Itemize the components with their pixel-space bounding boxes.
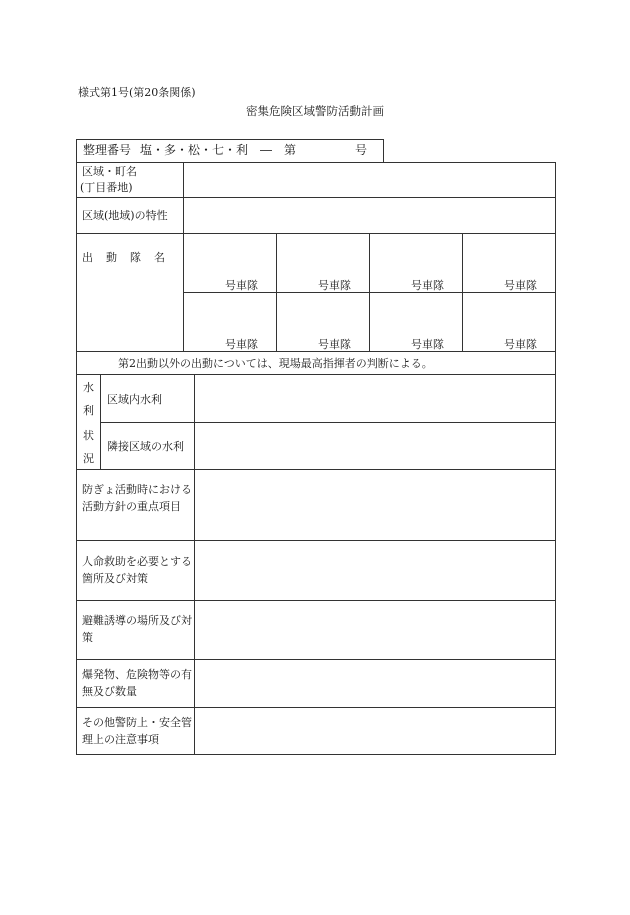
row-divider xyxy=(76,233,556,234)
characteristics-label: 区域(地域)の特性 xyxy=(82,209,168,222)
dispatch-label-char: 出 xyxy=(82,251,93,264)
page-title xyxy=(0,103,630,119)
row-divider xyxy=(100,422,556,423)
water-adjacent-label: 隣接区域の水利 xyxy=(107,440,184,453)
col-divider xyxy=(276,233,277,351)
water-label-char: 況 xyxy=(83,452,94,465)
col-divider xyxy=(194,374,195,755)
row-divider xyxy=(76,600,556,601)
col-divider xyxy=(369,233,370,351)
unit-suffix: 号車隊 xyxy=(411,338,444,351)
unit-suffix: 号車隊 xyxy=(411,279,444,292)
dispatch-note: 第2出動以外の出動については、現場最高指揮者の判断による。 xyxy=(118,357,433,370)
rescue-label: 人命救助を必要とする箇所及び対策 xyxy=(82,555,192,585)
unit-suffix: 号車隊 xyxy=(504,279,537,292)
col-divider xyxy=(100,374,101,469)
dispatch-label-char: 動 xyxy=(106,251,117,264)
unit-suffix: 号車隊 xyxy=(318,279,351,292)
row-divider xyxy=(76,707,556,708)
other-label: その他警防上・安全管理上の注意事項 xyxy=(82,716,192,746)
row-divider xyxy=(76,351,556,352)
unit-suffix: 号車隊 xyxy=(225,279,258,292)
row-divider xyxy=(76,469,556,470)
district-value-cell[interactable] xyxy=(184,163,556,197)
row-divider xyxy=(76,540,556,541)
unit-suffix: 号車隊 xyxy=(504,338,537,351)
page-title-text: 密集危険区域警防活動計画 xyxy=(246,104,384,118)
row-divider xyxy=(76,659,556,660)
control-number-label: 整理番号 xyxy=(83,143,132,157)
district-label: 区域・町名 xyxy=(82,165,137,178)
water-label-char: 水 xyxy=(83,381,94,394)
district-sublabel: (丁目番地) xyxy=(80,181,133,194)
characteristics-value-cell[interactable] xyxy=(184,198,556,233)
unit-suffix: 号車隊 xyxy=(225,338,258,351)
water-label-char: 利 xyxy=(83,404,94,417)
dispatch-label-char: 名 xyxy=(154,251,165,264)
unit-suffix: 号車隊 xyxy=(318,338,351,351)
col-divider xyxy=(462,233,463,351)
control-number-code: 塩・多・松・七・利 ― 第 xyxy=(140,143,297,157)
water-inside-label: 区域内水利 xyxy=(107,393,162,406)
dispatch-label-char: 隊 xyxy=(130,251,141,264)
control-number-suffix: 号 xyxy=(355,143,368,157)
water-label-char: 状 xyxy=(83,429,94,442)
evacuation-label: 避難誘導の場所及び対策 xyxy=(82,614,192,644)
priority-label: 防ぎょ活動時における活動方針の重点項目 xyxy=(82,483,192,513)
row-divider xyxy=(76,374,556,375)
hazards-label: 爆発物、危険物等の有無及び数量 xyxy=(82,668,192,698)
form-id: 様式第1号(第20条関係) xyxy=(78,86,196,99)
